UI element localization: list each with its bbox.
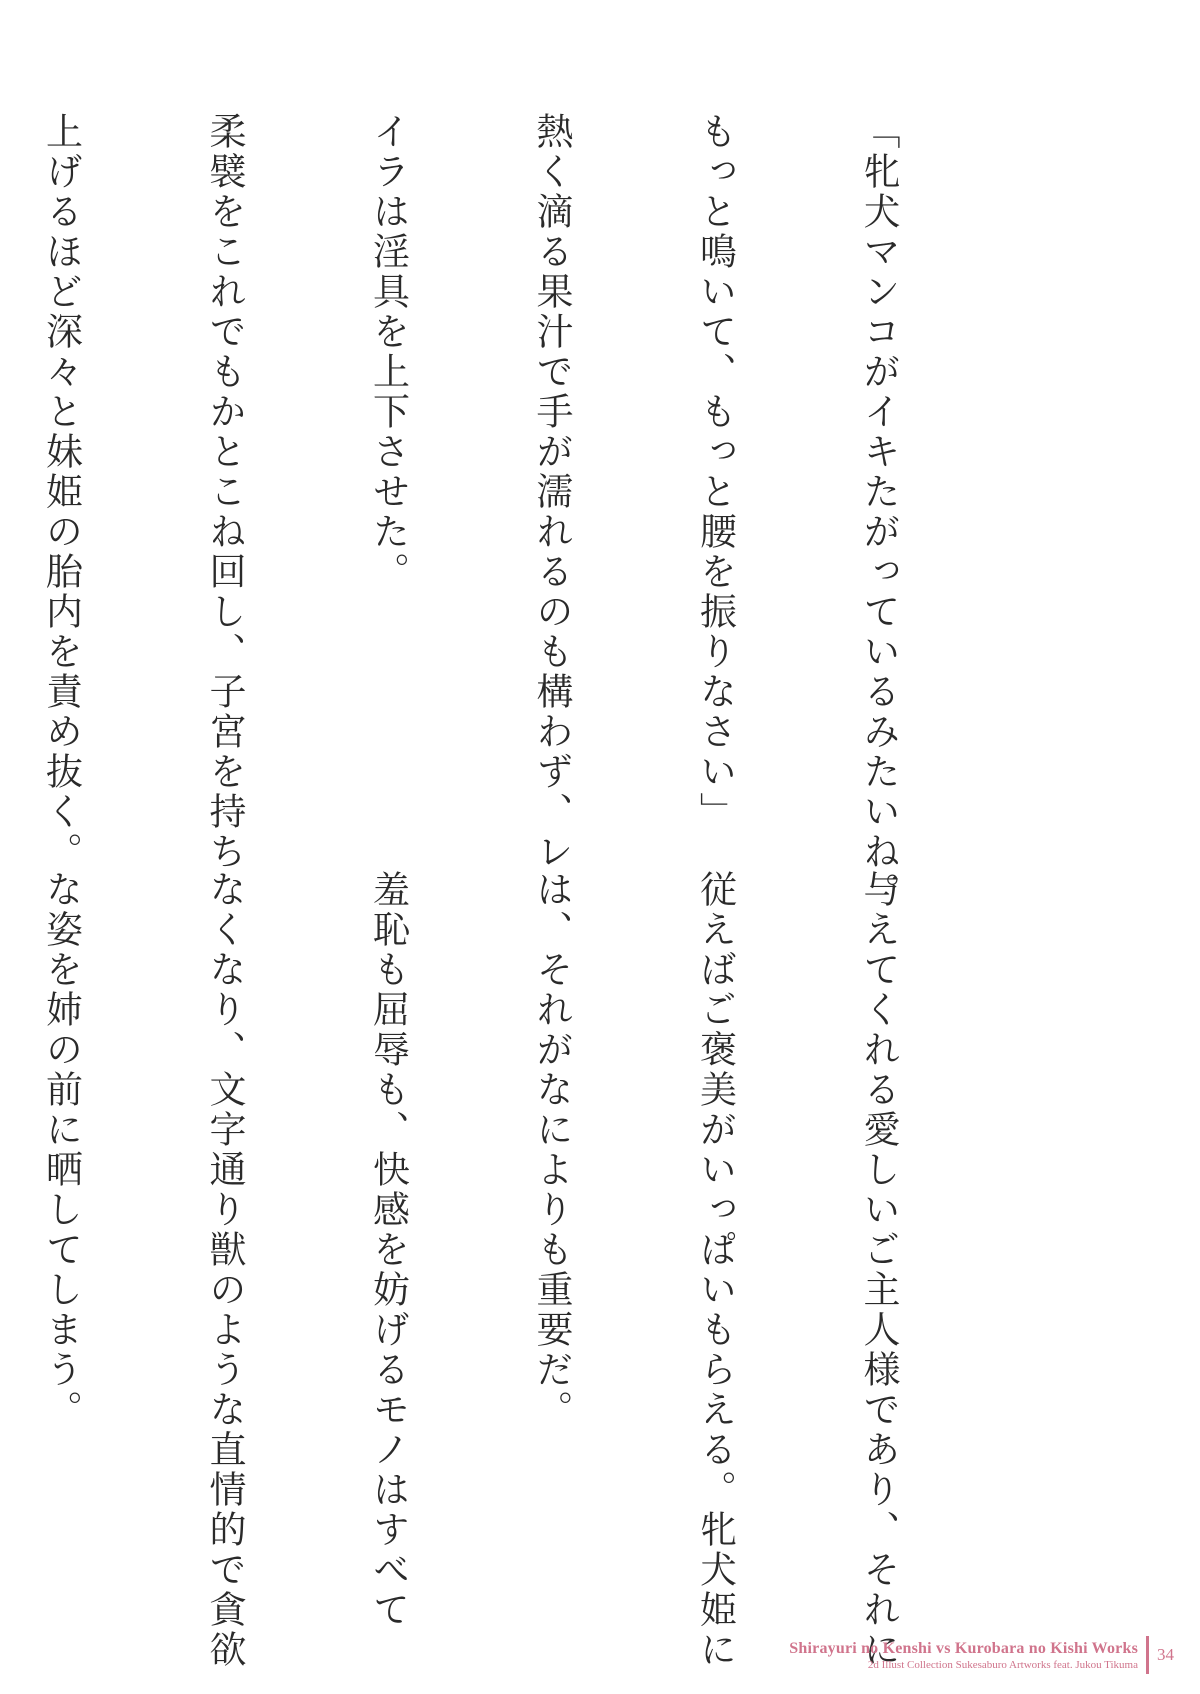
text-line: 上げるほど深々と妹姫の胎内を責め抜く。 [39, 112, 83, 872]
text-line: 与えてくれる愛しいご主人様であり、それに [857, 870, 900, 1670]
text-line: 柔襞をこれでもかとこね回し、子宮を持ち [203, 112, 246, 872]
text-line: 羞恥も屈辱も、快感を妨げるモノはすべて [366, 870, 410, 1630]
text-line: もっと鳴いて、もっと腰を振りなさい」 [693, 112, 737, 832]
text-line: 従えばご褒美がいっぱいもらえる。牝犬姫に [693, 870, 737, 1670]
page-number: 34 [1157, 1645, 1174, 1664]
text-line: は、それがなによりも重要だ。 [530, 870, 573, 1430]
footer-subtitle: 2d Illust Collection Sukesaburo Artworks feat. Jukou Tikuma [867, 1658, 1138, 1671]
page-footer [789, 1636, 1174, 1674]
text-line: イラは淫具を上下させた。 [366, 112, 410, 592]
footer-text [789, 1640, 1138, 1671]
footer-title: Shirayuri no Kenshi vs Kurobara no Kishi Works [789, 1639, 1138, 1657]
body-text-upper [0, 112, 1014, 912]
text-line: なくなり、文字通り獣のような直情的で貪欲 [203, 870, 246, 1670]
footer-divider [1146, 1636, 1149, 1674]
text-line: 「牝犬マンコがイキたがっているみたいね。 [857, 112, 900, 912]
text-line: 熱く滴る果汁で手が濡れるのも構わず、レ [530, 112, 573, 872]
text-line: な姿を姉の前に晒してしまう。 [39, 870, 83, 1430]
